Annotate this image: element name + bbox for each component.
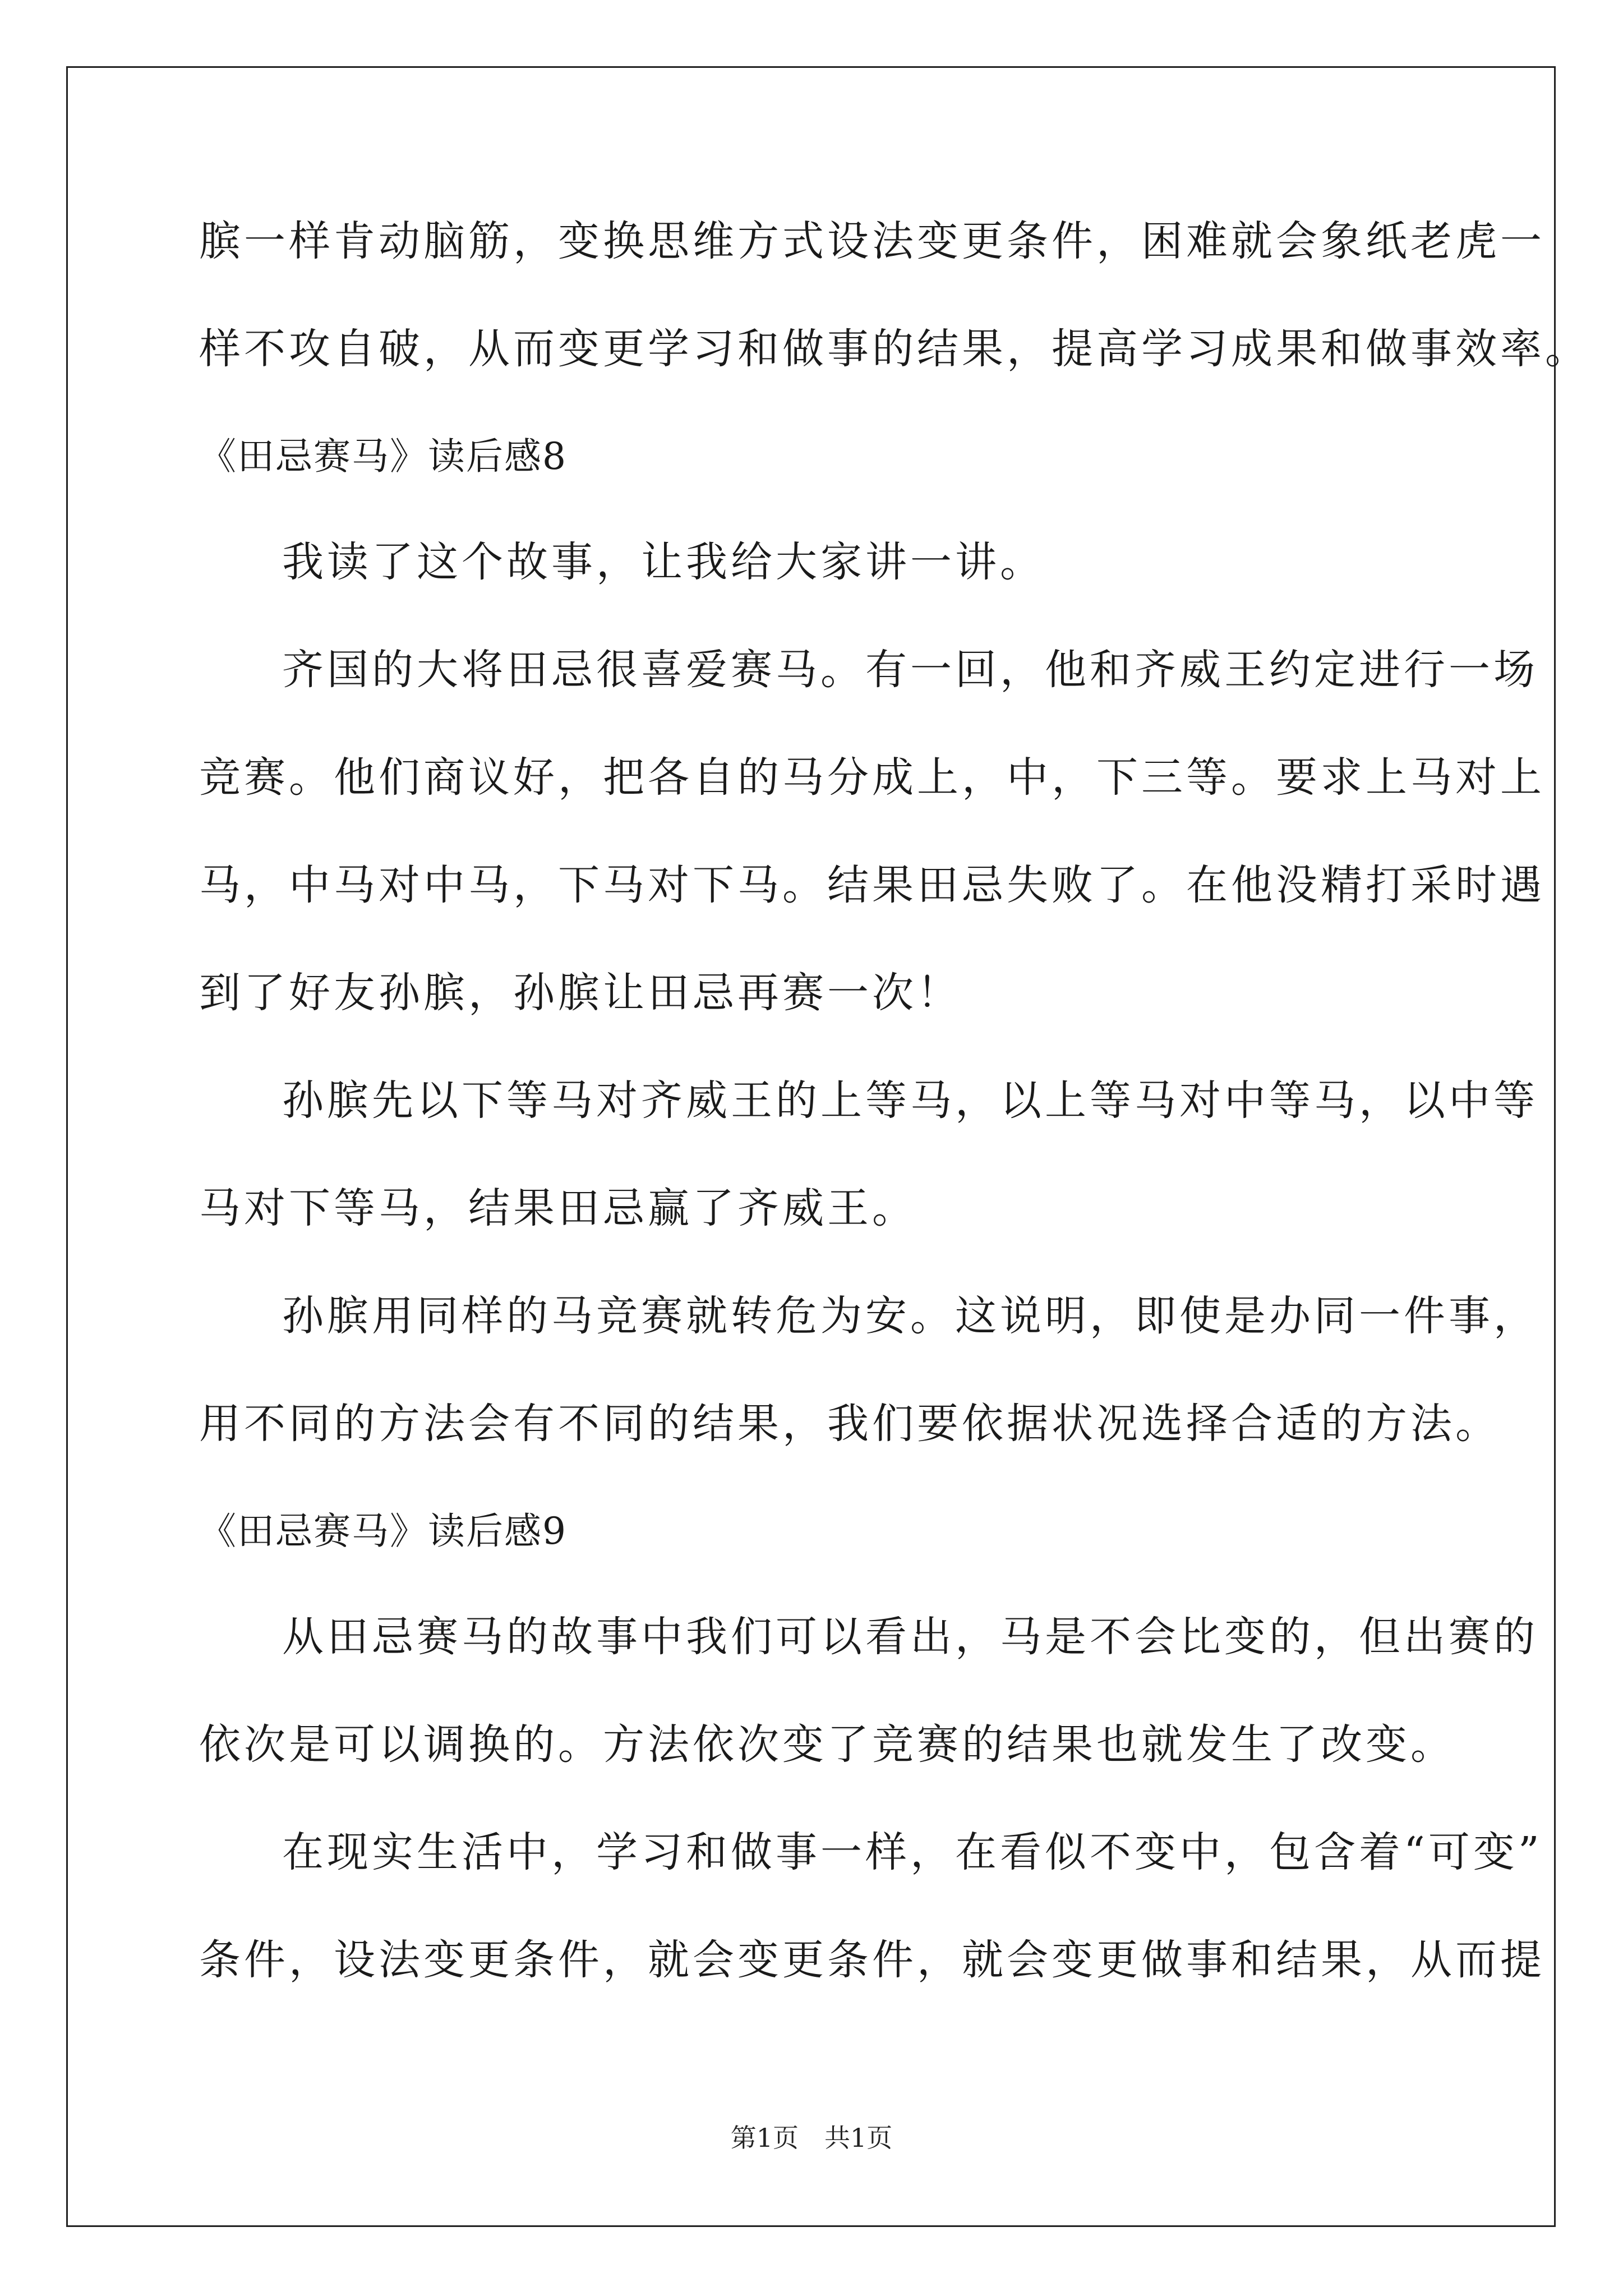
paragraph-line: 条件，设法变更条件，就会变更条件，就会变更做事和结果，从而提 <box>199 1936 1545 1984</box>
paragraph-line: 在现实生活中，学习和做事一样，在看似不变中，包含着“可变” <box>282 1828 1543 1876</box>
paragraph-line: 从田忌赛马的故事中我们可以看出，马是不会比变的，但出赛的 <box>282 1613 1538 1661</box>
section-heading: 《田忌赛马》读后感9 <box>199 1510 567 1553</box>
paragraph-line: 我读了这个故事，让我给大家讲一讲。 <box>282 538 1045 586</box>
paragraph-line: 齐国的大将田忌很喜爱赛马。有一回，他和齐威王约定进行一场 <box>282 646 1538 694</box>
section-heading: 《田忌赛马》读后感8 <box>199 435 567 478</box>
paragraph-line: 马对下等马，结果田忌赢了齐威王。 <box>199 1184 917 1232</box>
paragraph-line: 竞赛。他们商议好，把各自的马分成上，中，下三等。要求上马对上 <box>199 753 1545 802</box>
document-body <box>199 208 1590 2034</box>
paragraph-line: 到了好友孙膑，孙膑让田忌再赛一次！ <box>199 969 962 1017</box>
paragraph-line: 马，中马对中马，下马对下马。结果田忌失败了。在他没精打采时遇 <box>199 861 1545 909</box>
paragraph-line: 依次是可以调换的。方法依次变了竞赛的结果也就发生了改变。 <box>199 1720 1455 1769</box>
paragraph-line: 孙膑先以下等马对齐威王的上等马，以上等马对中等马，以中等 <box>282 1076 1538 1125</box>
paragraph-line: 孙膑用同样的马竞赛就转危为安。这说明，即使是办同一件事， <box>282 1292 1538 1340</box>
paragraph-line: 膑一样肯动脑筋，变换思维方式设法变更条件，困难就会象纸老虎一 <box>199 217 1545 265</box>
page-number: 第1页 共1页 <box>730 2123 893 2153</box>
paragraph-line: 样不攻自破，从而变更学习和做事的结果，提高学习成果和做事效率。 <box>199 325 1590 373</box>
paragraph-line: 用不同的方法会有不同的结果，我们要依据状况选择合适的方法。 <box>199 1400 1500 1448</box>
